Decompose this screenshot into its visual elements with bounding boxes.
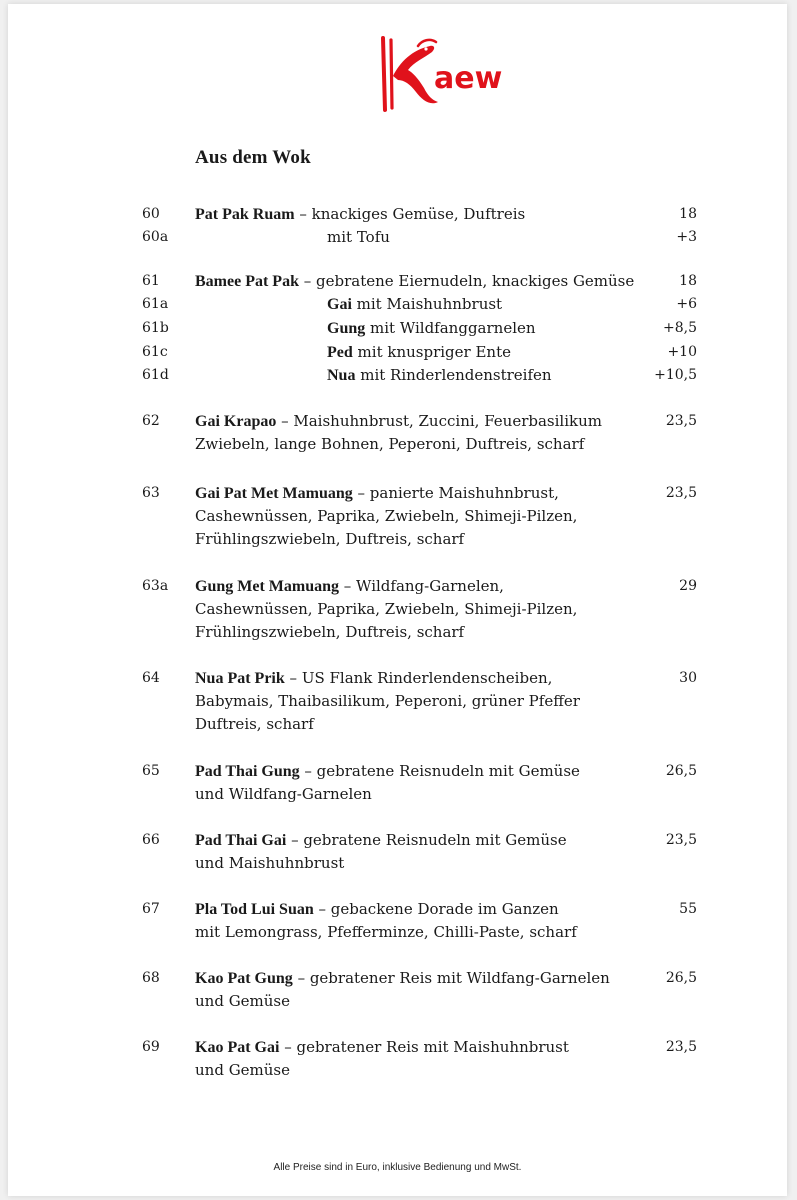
item-name: Nua Pat Prik (195, 670, 285, 687)
item-description (195, 667, 660, 736)
item-number: 63a (142, 578, 169, 594)
item-text: – US Flank Rinderlendenscheiben, (284, 669, 553, 687)
variant-name: Ped (327, 344, 353, 361)
variant-description (327, 317, 536, 340)
variant-description (327, 293, 502, 316)
item-price: 23,5 (665, 832, 697, 848)
item-text-line: Duftreis, scharf (195, 715, 314, 733)
item-text-line: und Gemüse (195, 992, 291, 1010)
variant-name: Gai (327, 296, 352, 313)
variant-text: mit Rinderlendenstreifen (355, 366, 552, 384)
item-description (195, 967, 660, 1013)
variant-name: Gung (327, 320, 366, 337)
variant-price: +3 (676, 229, 697, 245)
item-name: Pad Thai Gung (195, 763, 300, 780)
item-text: – gebackene Dorade im Ganzen (313, 900, 559, 918)
price-note: Alle Preise sind in Euro, inklusive Bedienung und MwSt. (273, 1162, 522, 1173)
section-title: Aus dem Wok (195, 147, 311, 168)
variant-text: mit Maishuhnbrust (351, 295, 503, 313)
item-number: 61 (142, 273, 160, 289)
item-name: Bamee Pat Pak (195, 273, 299, 290)
item-name: Kao Pat Gai (195, 1039, 280, 1056)
item-number: 62 (142, 413, 160, 429)
item-price: 26,5 (665, 970, 697, 986)
item-text: – gebratener Reis mit Maishuhnbrust (279, 1038, 569, 1056)
item-price: 18 (679, 273, 697, 289)
item-text: – knackiges Gemüse, Duftreis (294, 205, 526, 223)
item-description (195, 203, 660, 226)
item-text-line: Cashewnüssen, Paprika, Zwiebeln, Shimeji-Pilzen, (195, 600, 578, 618)
item-price: 23,5 (665, 413, 697, 429)
variant-text: mit Tofu (327, 228, 390, 246)
item-price: 26,5 (665, 763, 697, 779)
variant-price: +10 (667, 344, 697, 360)
item-description (195, 482, 660, 551)
item-number: 65 (142, 763, 160, 779)
variant-price: +6 (676, 296, 697, 312)
item-description (195, 898, 660, 944)
item-description (195, 410, 660, 456)
item-price: 18 (679, 206, 697, 222)
variant-price: +10,5 (654, 367, 697, 383)
svg-text:aew: aew (434, 61, 503, 96)
item-text-line: Cashewnüssen, Paprika, Zwiebeln, Shimeji-Pilzen, (195, 507, 578, 525)
item-description (195, 575, 660, 644)
variant-description (327, 226, 390, 249)
item-text-line: Zwiebeln, lange Bohnen, Peperoni, Duftreis, scharf (195, 435, 585, 453)
item-description (195, 760, 660, 806)
item-price: 55 (679, 901, 697, 917)
item-text-line: Frühlingszwiebeln, Duftreis, scharf (195, 530, 465, 548)
item-price: 23,5 (665, 1039, 697, 1055)
item-text: – gebratene Reisnudeln mit Gemüse (286, 831, 567, 849)
variant-number: 61b (142, 320, 169, 336)
item-number: 67 (142, 901, 160, 917)
item-name: Gai Krapao (195, 413, 277, 430)
item-text: – Wildfang-Garnelen, (339, 577, 504, 595)
item-text-line: mit Lemongrass, Pfefferminze, Chilli-Paste, scharf (195, 923, 577, 941)
item-name: Pat Pak Ruam (195, 206, 295, 223)
variant-number: 60a (142, 229, 169, 245)
item-text-line: und Wildfang-Garnelen (195, 785, 372, 803)
item-name: Pla Tod Lui Suan (195, 901, 314, 918)
item-price: 30 (679, 670, 697, 686)
kaew-logo (374, 36, 504, 114)
variant-number: 61d (142, 367, 169, 383)
variant-text: mit knuspriger Ente (352, 343, 511, 361)
item-price: 23,5 (665, 485, 697, 501)
item-name: Gai Pat Met Mamuang (195, 485, 353, 502)
item-number: 66 (142, 832, 160, 848)
kaew-logo-graphic (374, 36, 504, 114)
item-text-line: und Maishuhnbrust (195, 854, 345, 872)
item-number: 63 (142, 485, 160, 501)
item-text: – gebratener Reis mit Wildfang-Garnelen (292, 969, 610, 987)
item-name: Gung Met Mamuang (195, 578, 339, 595)
item-text: – gebratene Eiernudeln, knackiges Gemüse (298, 272, 635, 290)
item-description (195, 1036, 660, 1082)
item-number: 60 (142, 206, 160, 222)
item-text-line: Frühlingszwiebeln, Duftreis, scharf (195, 623, 465, 641)
variant-name: Nua (327, 367, 356, 384)
item-text-line: und Gemüse (195, 1061, 291, 1079)
item-number: 68 (142, 970, 160, 986)
item-text: – gebratene Reisnudeln mit Gemüse (299, 762, 580, 780)
variant-number: 61a (142, 296, 169, 312)
item-number: 64 (142, 670, 160, 686)
item-text: – Maishuhnbrust, Zuccini, Feuerbasilikum (276, 412, 602, 430)
item-text-line: Babymais, Thaibasilikum, Peperoni, grüner Pfeffer (195, 692, 580, 710)
variant-text: mit Wildfanggarnelen (365, 319, 536, 337)
variant-description (327, 341, 511, 364)
menu-page (8, 4, 787, 1196)
item-description (195, 829, 660, 875)
variant-number: 61c (142, 344, 168, 360)
item-text: – panierte Maishuhnbrust, (352, 484, 559, 502)
item-price: 29 (679, 578, 697, 594)
item-description (195, 270, 660, 293)
item-name: Kao Pat Gung (195, 970, 293, 987)
item-number: 69 (142, 1039, 160, 1055)
item-name: Pad Thai Gai (195, 832, 287, 849)
variant-description (327, 364, 552, 387)
variant-price: +8,5 (663, 320, 697, 336)
